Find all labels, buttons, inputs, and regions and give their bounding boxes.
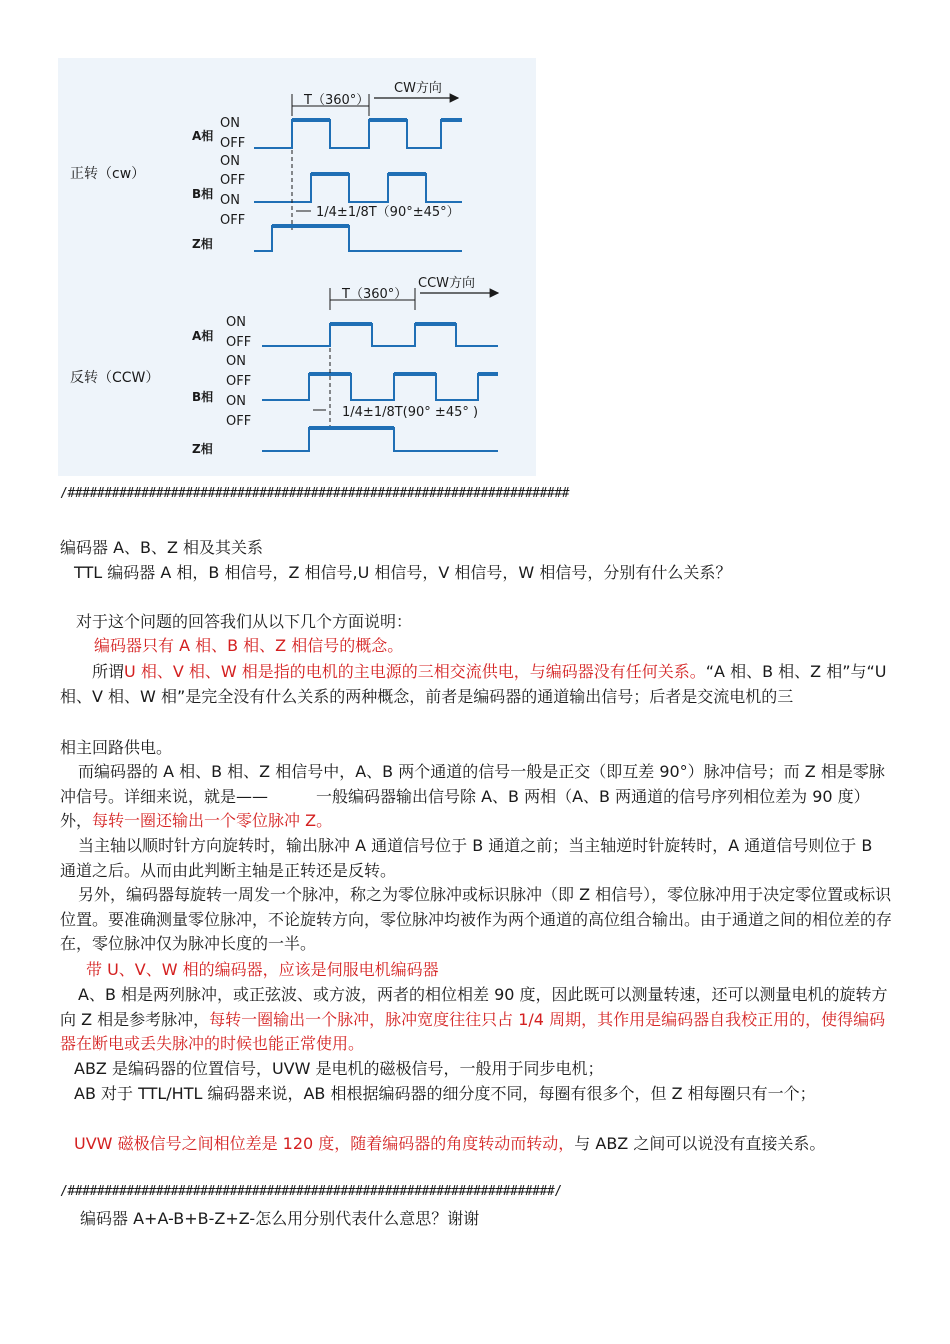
b-phase-waveform-cw xyxy=(254,174,462,202)
paragraph-abz xyxy=(60,760,892,834)
a-phase-waveform-ccw xyxy=(262,324,498,346)
uvw-rest: “A 相、B 相、Z 相”与“U 相、V 相、W 相”是完全没有什么关系的两种概念，前者是编码器的通道输出信号；后者是交流电机的三 xyxy=(60,662,887,706)
uvw-highlight: U 相、V 相、W 相是指的电机的主电源的三相交流供电，与编码器没有任何关系。 xyxy=(124,662,706,681)
abz-highlight: 每转一圈还输出一个零位脉冲 Z。 xyxy=(92,811,333,830)
z-phase-waveform-ccw xyxy=(262,428,498,451)
paragraph-uvw-pole xyxy=(60,1132,892,1157)
uvw-pole-highlight: UVW 磁极信号之间相位差是 120 度，随着编码器的角度转动而转动， xyxy=(74,1134,575,1153)
ccw-direction-label: CCW方向 xyxy=(418,276,476,291)
ab-text: A、B 相是两列脉冲，或正弦波、或方波，两者的相位相差 90 度，因此既可以测量转速，还可以测量电机的旋转方向 Z 相是参考脉冲， xyxy=(60,985,888,1029)
point-servo-encoder: 带 U、V、W 相的编码器，应该是伺服电机编码器 xyxy=(86,960,439,979)
separator-top: /#################################################################### xyxy=(60,486,569,501)
a-phase-label-ccw: A相 xyxy=(192,329,214,343)
timing-diagram xyxy=(58,58,536,476)
phase-note-cw: 1/4±1/8T（90°±45°） xyxy=(316,205,460,220)
ab-highlight: 每转一圈输出一个脉冲，脉冲宽度往往只占 1/4 周期，其作用是编码器自我校正用的，使得编码器在断电或丢失脉冲的时候也能正常使用。 xyxy=(60,1009,886,1053)
b-on-label-ccw-top: ON xyxy=(226,354,246,369)
b-phase-label-cw: B相 xyxy=(192,187,214,201)
a-on-label-ccw: ON xyxy=(226,315,246,330)
period-label-cw: T（360°） xyxy=(304,93,370,108)
a-off-label-cw: OFF xyxy=(220,136,246,151)
separator-bottom: /##################################################################/ xyxy=(60,1184,562,1199)
final-question: 编码器 A+A-B+B-Z+Z-怎么用分别代表什么意思？谢谢 xyxy=(80,1209,480,1228)
intro-text: 对于这个问题的回答我们从以下几个方面说明： xyxy=(76,612,413,631)
b-off-label-cw-bottom: OFF xyxy=(220,213,246,228)
b-off-label-ccw-bottom: OFF xyxy=(226,414,252,429)
section-heading: 编码器 A、B、Z 相及其关系 xyxy=(60,538,264,557)
b-off-label-cw: OFF xyxy=(220,173,246,188)
z-phase-label-cw: Z相 xyxy=(192,237,213,251)
period-label-ccw: T（360°） xyxy=(342,287,408,302)
question-text: TTL 编码器 A 相，B 相信号，Z 相信号,U 相信号，V 相信号，W 相信号，分别有什么关系？ xyxy=(74,563,732,582)
uvw-prefix: 所谓 xyxy=(92,662,125,681)
a-phase-waveform-cw xyxy=(254,120,462,148)
z-phase-waveform-cw xyxy=(254,226,462,251)
abz-text: 而编码器的 A 相、B 相、Z 相信号中，A、B 两个通道的信号一般是正交（即互差 90°）脉冲信号；而 Z 相是零脉冲信号。详细来说，就是—— 一般编码器输出信号除 A、B 两相（A、B 两通道的信号序列相位差为 90 度）外， xyxy=(60,762,885,830)
a-on-label-cw: ON xyxy=(220,116,240,131)
point-abz-only: 编码器只有 A 相、B 相、Z 相信号的概念。 xyxy=(94,636,404,655)
ccw-label: 反转（CCW） xyxy=(70,370,160,386)
a-off-label-ccw: OFF xyxy=(226,335,252,350)
paragraph-uvw-tail: 相主回路供电。 xyxy=(60,738,173,757)
cw-label: 正转（cw） xyxy=(70,166,146,182)
paragraph-ab-pulses xyxy=(60,983,892,1057)
paragraph-direction: 当主轴以顺时针方向旋转时，输出脉冲 A 通道信号位于 B 通道之前；当主轴逆时针旋转时，A 通道信号则位于 B 通道之后。从而由此判断主轴是正转还是反转。 xyxy=(60,836,873,880)
b-on-label-cw-top: ON xyxy=(220,154,240,169)
b-on-label-ccw: ON xyxy=(226,394,246,409)
paragraph-abz-uvw: ABZ 是编码器的位置信号，UVW 是电机的磁极信号，一般用于同步电机； xyxy=(74,1059,604,1078)
b-phase-waveform-ccw xyxy=(262,374,498,400)
b-on-label-cw: ON xyxy=(220,193,240,208)
cw-direction-label: CW方向 xyxy=(394,81,442,96)
z-phase-label-ccw: Z相 xyxy=(192,442,213,456)
phase-note-ccw: 1/4±1/8T(90° ±45° ) xyxy=(342,405,479,420)
paragraph-uvw xyxy=(60,660,892,709)
b-off-label-ccw: OFF xyxy=(226,374,252,389)
uvw-pole-rest: 与 ABZ 之间可以说没有直接关系。 xyxy=(574,1134,826,1153)
paragraph-ttl: AB 对于 TTL/HTL 编码器来说，AB 相根据编码器的细分度不同，每圈有很多个，但 Z 相每圈只有一个； xyxy=(74,1084,816,1103)
a-phase-label-cw: A相 xyxy=(192,129,214,143)
paragraph-zero-pulse: 另外，编码器每旋转一周发一个脉冲，称之为零位脉冲或标识脉冲（即 Z 相信号），零位脉冲用于决定零位置或标识位置。要准确测量零位脉冲，不论旋转方向，零位脉冲均被作为两个通道的高位组合输出。由于通道之间的相位差的存在，零位脉冲仅为脉冲长度的一半。 xyxy=(60,885,893,953)
b-phase-label-ccw: B相 xyxy=(192,390,214,404)
